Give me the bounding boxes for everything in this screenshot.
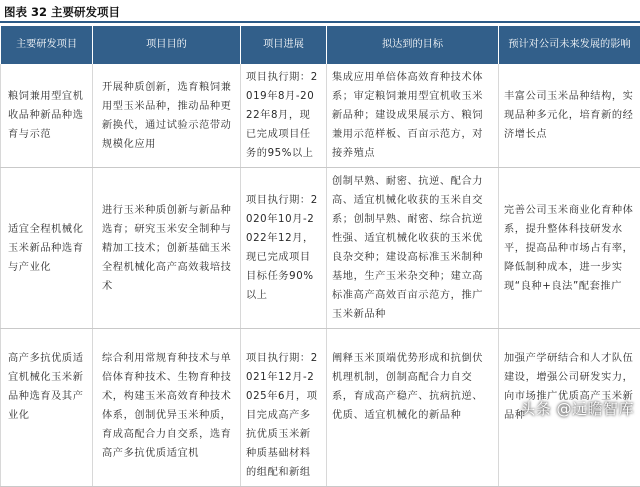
project-impact-cell: 完善公司玉米商业化育种体系，提升整体科技研发水平，提高品种市场占有率，降低制种成本，进一步实现“良种+良法”配套推广 (499, 168, 640, 329)
project-progress-cell: 项目执行期：2021年12月-2025年6月，项目完成高产多抗优质玉米新种质基础材料的组配和新组 (241, 329, 327, 487)
project-name-cell: 适宜全程机械化玉米新品种选育与产业化 (1, 168, 93, 329)
header-progress: 项目进展 (241, 26, 327, 64)
project-progress-cell: 项目执行期：2019年8月-2022年8月，现已完成项目任务的95%以上 (241, 64, 327, 168)
header-impact: 预计对公司未来发展的影响 (499, 26, 640, 64)
header-goal: 拟达到的目标 (327, 26, 499, 64)
project-purpose-cell: 综合利用常规育种技术与单倍体育种技术、生物育种技术，构建玉米高效育种技术体系，创制优异玉米种质，育成高配合力自交系，选育高产多抗优质适宜机 (93, 329, 241, 487)
project-goal-cell: 集成应用单倍体高效育种技术体系；审定粮饲兼用型宜机收玉米新品种；建设成果展示方、粮饲兼用示范样板、百亩示范方，对接养殖点 (327, 64, 499, 168)
table-header-row (1, 26, 640, 64)
watermark: 头条 @远瞻智库 (520, 398, 634, 419)
project-purpose-cell: 进行玉米种质创新与新品种选育；研究玉米安全制种与精加工技术；创新基础玉米全程机械化高产高效栽培技术 (93, 168, 241, 329)
project-goal-cell: 阐释玉米顶端优势形成和抗倒伏机理机制，创制高配合力自交系，育成高产稳产、抗病抗逆、优质、适宜机械化的新品种 (327, 329, 499, 487)
project-goal-cell: 创制早熟、耐密、抗逆、配合力高、适宜机械化收获的玉米自交系；创制早熟、耐密、综合抗逆性强、适宜机械化收获的玉米优良杂交种；建设高标准玉米制种基地，生产玉米杂交种；建立高标准高产高效百亩示范方，推广玉米新品种 (327, 168, 499, 329)
project-impact-cell: 丰富公司玉米品种结构，实现品种多元化，培育新的经济增长点 (499, 64, 640, 168)
header-purpose: 项目目的 (93, 26, 241, 64)
project-name-cell: 粮饲兼用型宜机收品种新品种选育与示范 (1, 64, 93, 168)
table-row (1, 64, 640, 168)
project-purpose-cell: 开展种质创新，选育粮饲兼用型玉米品种，推动品种更新换代，通过试验示范带动规模化应用 (93, 64, 241, 168)
project-progress-cell: 项目执行期：2020年10月-2022年12月，现已完成项目目标任务90%以上 (241, 168, 327, 329)
title-rule (0, 21, 640, 23)
header-project: 主要研发项目 (1, 26, 93, 64)
table-row (1, 168, 640, 329)
project-impact-cell: 加强产学研结合和人才队伍建设，增强公司研发实力，向市场推广优质高产玉米新品种 (499, 329, 640, 487)
project-name-cell: 高产多抗优质适宜机械化玉米新品种选育及其产业化 (1, 329, 93, 487)
figure-title: 图表 32 主要研发项目 (4, 3, 120, 21)
